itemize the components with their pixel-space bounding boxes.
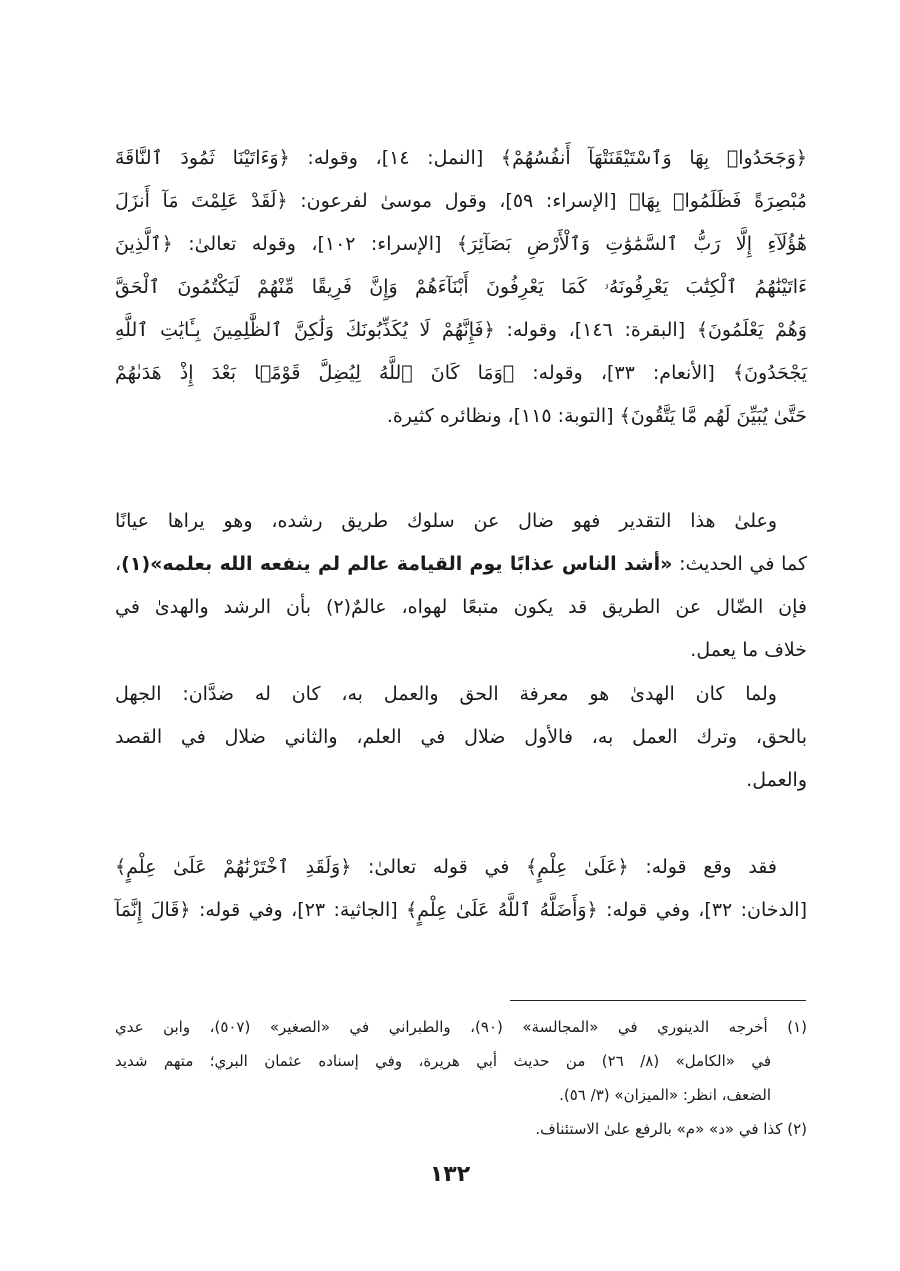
- text-line: يَجْحَدُونَ﴾ [الأنعام: ٣٣]، وقوله: ﴿وَمَا كَانَ ٱللَّهُ لِيُضِلَّ قَوْمًۢا بَعْدَ إِذْ هَدَىٰهُمْ: [115, 362, 807, 384]
- text-line: وَهُمْ يَعْلَمُونَ﴾ [البقرة: ١٤٦]، وقوله: ﴿فَإِنَّهُمْ لَا يُكَذِّبُونَكَ وَلَٰكِنَّ ٱلظَّٰلِمِينَ بِـَٔايَٰتِ ٱللَّهِ: [115, 319, 807, 341]
- text-line: فقد وقع قوله: ﴿عَلَىٰ عِلْمٍ﴾ في قوله تعالىٰ: ﴿وَلَقَدِ ٱخْتَرْنَٰهُمْ عَلَىٰ عِلْمٍ﴾: [115, 856, 777, 878]
- text-line: ولما كان الهدىٰ هو معرفة الحق والعمل به، كان له ضدَّان: الجهل: [115, 683, 777, 705]
- footnotes: [115, 1010, 807, 1146]
- text-segment: ،: [115, 553, 122, 575]
- paragraph-3: [115, 673, 807, 802]
- text-line: بالحق، وترك العمل به، فالأول ضلال في العلم، والثاني ضلال في القصد: [115, 726, 807, 748]
- text-line: ﴿وَجَحَدُوا۟ بِهَا وَٱسْتَيْقَنَتْهَآ أَنفُسُهُمْ﴾ [النمل: ١٤]، وقوله: ﴿وَءَاتَيْنَا ثَمُودَ ٱلنَّاقَةَ: [115, 147, 807, 169]
- paragraph-4: [115, 846, 807, 932]
- footnote-1-cont: في «الكامل» (٨/ ٢٦) من حديث أبي هريرة، وفي إسناده عثمان البري؛ متهم شديد: [115, 1052, 771, 1070]
- text-line: فإن الضّال عن الطريق قد يكون متبعًا لهواه، عالمٌ(٢) بأن الرشد والهدىٰ في: [115, 596, 808, 618]
- text-line: وعلىٰ هذا التقدير فهو ضال عن سلوك طريق رشده، وهو يراها عيانًا: [115, 510, 777, 532]
- footnote-divider: [510, 1000, 806, 1001]
- page-number: ١٣٢: [429, 1162, 471, 1187]
- text-line: [الدخان: ٣٢]، وفي قوله: ﴿وَأَضَلَّهُ ٱللَّهُ عَلَىٰ عِلْمٍ﴾ [الجاثية: ٢٣]، وفي قوله: ﴿قَالَ إِنَّمَآ: [115, 899, 807, 921]
- text-line: [115, 543, 807, 586]
- footnote-2: (٢) كذا في «د» «م» بالرفع علىٰ الاستئناف.: [535, 1120, 807, 1138]
- text-line: حَتَّىٰ يُبَيِّنَ لَهُم مَّا يَتَّقُونَ﴾ [التوبة: ١١٥]، ونظائره كثيرة.: [386, 405, 807, 427]
- text-line: ءَاتَيْنَٰهُمُ ٱلْكِتَٰبَ يَعْرِفُونَهُۥ كَمَا يَعْرِفُونَ أَبْنَآءَهُمْ وَإِنَّ فَرِيقًا مِّنْهُمْ لَيَكْتُمُونَ ٱلْحَقَّ: [115, 276, 807, 298]
- text-line: مُبْصِرَةً فَظَلَمُوا۟ بِهَا﴾ [الإسراء: ٥٩]، وقول موسىٰ لفرعون: ﴿لَقَدْ عَلِمْتَ مَآ أَنزَلَ: [115, 190, 807, 212]
- paragraph-1: [115, 137, 807, 438]
- text-segment: كما في الحديث:: [672, 553, 807, 575]
- footnote-1-cont: الضعف، انظر: «الميزان» (٣/ ٥٦).: [559, 1086, 771, 1104]
- text-line: والعمل.: [746, 769, 807, 791]
- text-line: هَٰٓؤُلَآءِ إِلَّا رَبُّ ٱلسَّمَٰوَٰتِ وَٱلْأَرْضِ بَصَآئِرَ﴾ [الإسراء: ١٠٢]، وقوله تعالىٰ: ﴿ٱلَّذِينَ: [115, 233, 807, 255]
- hadith-quote: «أشد الناس عذابًا يوم القيامة عالم لم ينفعه الله بعلمه»(١): [121, 553, 673, 575]
- paragraph-2: [115, 500, 807, 672]
- footnote-1: (١) أخرجه الدينوري في «المجالسة» (٩٠)، والطبراني في «الصغير» (٥٠٧)، وابن عدي: [115, 1018, 807, 1036]
- text-line: خلاف ما يعمل.: [690, 639, 807, 661]
